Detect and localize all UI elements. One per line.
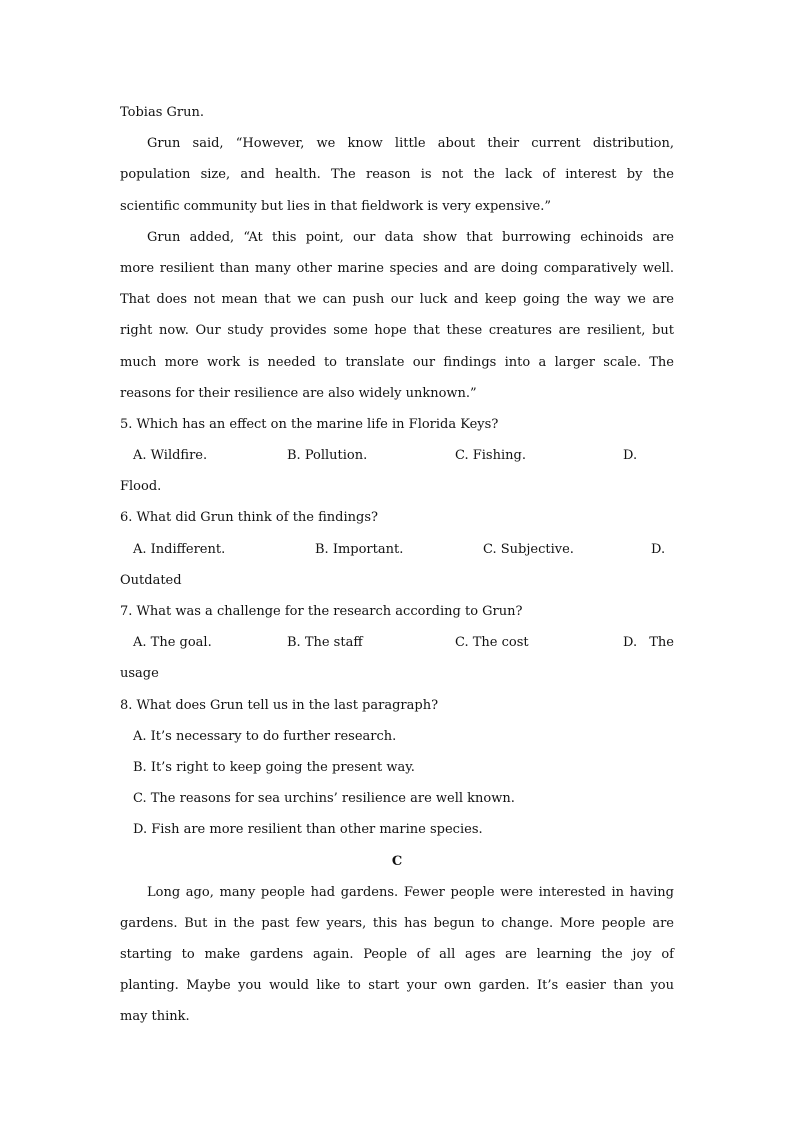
option-b: B. Pollution. bbox=[287, 448, 368, 464]
paragraph-line: right now. Our study provides some hope that these creatures are resilient, but bbox=[120, 323, 674, 339]
option-b: B. Important. bbox=[315, 541, 404, 557]
option-d-wrap: Outdated bbox=[120, 572, 182, 588]
paragraph-line: gardens. But in the past few years, this has begun to change. More people are bbox=[120, 915, 674, 931]
question-7-stem: 7. What was a challenge for the research according to Grun? bbox=[120, 604, 523, 619]
option-c: C. Subjective. bbox=[483, 541, 574, 557]
option-d-wrap: usage bbox=[120, 666, 159, 682]
paragraph-line: Grun said, “However, we know little about their current distribution, bbox=[147, 136, 674, 152]
paragraph-line: Long ago, many people had gardens. Fewer people were interested in having bbox=[147, 884, 674, 900]
paragraph-line: much more work is needed to translate our findings into a larger scale. The bbox=[120, 354, 674, 370]
paragraph-line: population size, and health. The reason is not the lack of interest by the bbox=[120, 167, 674, 183]
option-d: D. bbox=[651, 541, 666, 557]
option-a: A. It’s necessary to do further research. bbox=[133, 728, 397, 744]
paragraph-line: Grun added, “At this point, our data show that burrowing echinoids are bbox=[147, 229, 674, 245]
question-5-stem: 5. Which has an effect on the marine life in Florida Keys? bbox=[120, 416, 499, 432]
question-6-stem: 6. What did Grun think of the findings? bbox=[120, 510, 378, 526]
passage-b-end-line: Tobias Grun. bbox=[120, 105, 204, 120]
paragraph-line: planting. Maybe you would like to start your own garden. It’s easier than you bbox=[120, 978, 674, 994]
option-b: B. It’s right to keep going the present way. bbox=[133, 759, 415, 775]
option-d-wrap: Flood. bbox=[120, 479, 162, 495]
option-a: A. Indifferent. bbox=[133, 541, 226, 557]
question-8-stem: 8. What does Grun tell us in the last paragraph? bbox=[120, 697, 439, 713]
section-heading: C bbox=[391, 853, 403, 869]
paragraph-line: reasons for their resilience are also widely unknown.” bbox=[120, 385, 477, 401]
option-c: C. The cost bbox=[455, 635, 529, 651]
document-page bbox=[120, 97, 674, 1033]
question-6-options bbox=[120, 534, 674, 565]
option-a: A. The goal. bbox=[133, 635, 212, 651]
option-d: D. Fish are more resilient than other marine species. bbox=[133, 822, 483, 838]
option-b: B. The staff bbox=[287, 635, 363, 651]
option-a: A. Wildfire. bbox=[133, 448, 208, 464]
paragraph-line: That does not mean that we can push our luck and keep going the way we are bbox=[120, 292, 674, 308]
question-5-options bbox=[120, 440, 674, 471]
option-d: D. bbox=[623, 448, 638, 464]
option-d: D. The bbox=[623, 635, 674, 651]
option-c: C. Fishing. bbox=[455, 448, 526, 464]
paragraph-line: starting to make gardens again. People of all ages are learning the joy of bbox=[120, 947, 674, 963]
paragraph-line: more resilient than many other marine species and are doing comparatively well. bbox=[120, 260, 674, 276]
question-7-options bbox=[120, 627, 674, 658]
option-c: C. The reasons for sea urchins’ resilience are well known. bbox=[133, 791, 515, 807]
paragraph-line: may think. bbox=[120, 1009, 190, 1025]
paragraph-line: scientific community but lies in that fieldwork is very expensive.” bbox=[120, 198, 552, 214]
